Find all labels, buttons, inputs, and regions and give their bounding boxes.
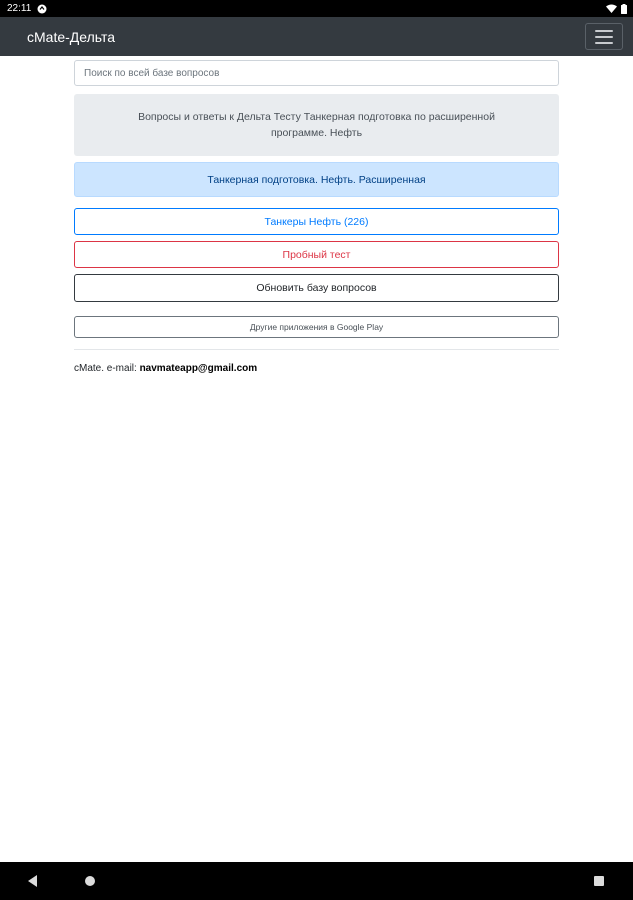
other-apps-button[interactable]: Другие приложения в Google Play bbox=[74, 316, 559, 338]
trial-test-button[interactable]: Пробный тест bbox=[74, 241, 559, 268]
navigation-bar bbox=[0, 862, 633, 900]
hamburger-menu-button[interactable] bbox=[585, 23, 623, 50]
back-icon[interactable] bbox=[28, 875, 37, 887]
status-time: 22:11 bbox=[7, 3, 32, 14]
app-notification-icon bbox=[37, 4, 47, 14]
tankers-oil-button[interactable]: Танкеры Нефть (226) bbox=[74, 208, 559, 235]
description-box bbox=[74, 94, 559, 156]
category-label: Танкерная подготовка. Нефть. Расширенная bbox=[207, 173, 426, 186]
contact-prefix: cMate. e-mail: bbox=[74, 363, 137, 374]
status-bar bbox=[0, 0, 633, 17]
contact-line bbox=[74, 363, 559, 374]
description-text: Вопросы и ответы к Дельта Тесту Танкерная подготовка по расширенной программе. Нефть bbox=[138, 111, 495, 139]
menu-icon-line bbox=[595, 36, 613, 38]
contact-email[interactable]: navmateapp@gmail.com bbox=[139, 363, 258, 374]
divider bbox=[74, 349, 559, 350]
category-banner bbox=[74, 162, 559, 197]
menu-icon-line bbox=[595, 30, 613, 32]
recents-icon[interactable] bbox=[594, 876, 604, 886]
status-right bbox=[606, 4, 627, 14]
update-database-button[interactable]: Обновить базу вопросов bbox=[74, 274, 559, 302]
wifi-icon bbox=[606, 4, 617, 13]
menu-icon-line bbox=[595, 42, 613, 44]
status-left bbox=[7, 3, 47, 14]
search-input[interactable] bbox=[74, 60, 559, 86]
app-title: cMate-Дельта bbox=[27, 28, 115, 45]
app-bar bbox=[0, 17, 633, 56]
home-icon[interactable] bbox=[85, 876, 95, 886]
battery-icon bbox=[621, 4, 627, 14]
main-content bbox=[74, 60, 559, 374]
